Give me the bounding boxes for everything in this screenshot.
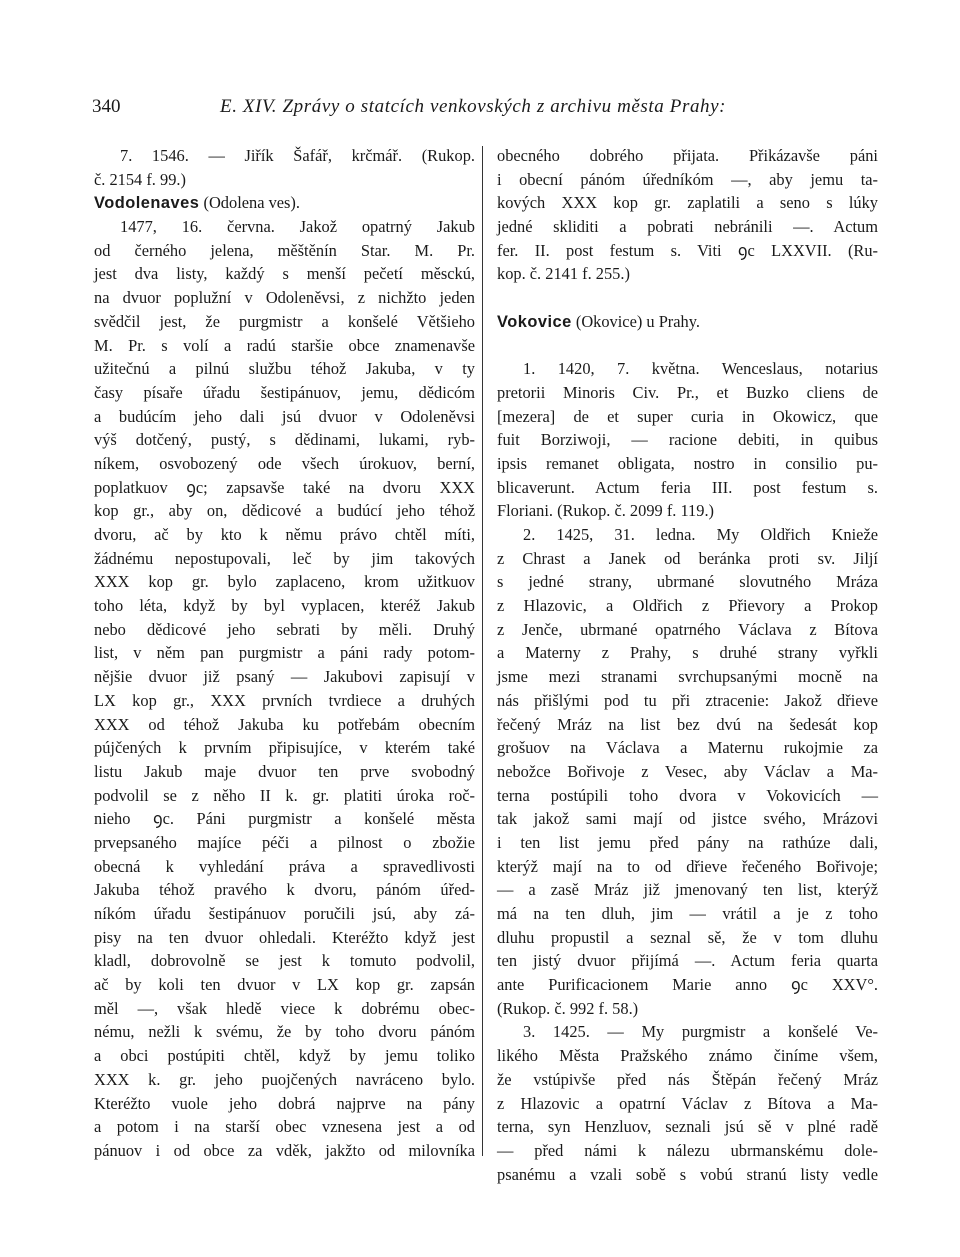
text-line: Kteréžto vuole jeho dobrá najprve na pány [94, 1093, 475, 1113]
text-line: užitečnú a pilnú službu téhož Jakuba, v ty [94, 359, 475, 379]
text-line: [mezera] de et super curia in Okowicz, que [497, 406, 878, 426]
text-line: a potom i na starší obec vznesena jest a od [94, 1117, 475, 1137]
text-line: níkóm úřadu šestipánuov poručili jsú, aby zá- [94, 904, 475, 923]
text-line: na dvuor poplužní v Odoleněvsi, z nichžto jeden [94, 288, 475, 308]
text-line: z Hlazovic a opatrní Václav z Bítova a Ma- [497, 1093, 878, 1113]
text-line: LX kop gr., XXX prvních tvrdiece a druhých [94, 690, 475, 710]
text-line: list, v něm pan purgmistr a páni rady potom- [94, 643, 475, 663]
text-line: nás přišlými pod tu při ztracenie: Jakož dřieve [497, 690, 878, 710]
text-line: výš dotčený, pustý, s dědinami, lukami, ryb- [94, 430, 475, 450]
text-line: svědčil jest, že purgmistr a konšelé Většieho [94, 311, 475, 331]
text-line: terna, syn Henzluov, seznali jsú sě v plné radě [497, 1117, 878, 1137]
text-line: ante Purificacionem Marie anno ꝯc XXV°. [497, 975, 878, 995]
text-line: č. 2154 f. 99.) [94, 169, 186, 189]
text-line: 2. 1425, 31. ledna. My Oldřich Knieže [523, 525, 878, 544]
text-line: nějšie dvuor již psaný — Jakubovi zapisují v [94, 667, 475, 687]
text-line: grošuov na Václava a Maternu rukojmie za [497, 738, 878, 758]
text-line: žádnému nepostupovali, leč by jim takových [94, 548, 475, 568]
text-line: níkem, osvobozený ode všech úrokuov, berní, [94, 453, 475, 473]
text-line: terna postúpili toho dvora v Vokovicích — [497, 785, 878, 805]
text-line: kterýž mají na to od dřieve řečeného Bořivoje; [497, 856, 878, 876]
text-line: fuit Borziwoji, — racione debiti, in quibus [497, 430, 878, 450]
text-line: listu Jakub maje dvuor ten prve svobodný [94, 761, 475, 781]
text-line: kop gr., aby on, dědicové a budúcí jeho téhož [94, 501, 475, 521]
text-line: XXX k. gr. jeho puojčených navráceno bylo. [94, 1069, 475, 1089]
text-line: 1477, 16. června. Jakož opatrný Jakub [120, 217, 475, 237]
text-line: tak jakož sami mají od jistce svého, Mrázovi [497, 809, 878, 829]
text-line: 3. 1425. — My purgmistr a konšelé Ve- [523, 1022, 878, 1042]
text-line: Jakuba téhož pravého k dvoru, pánóm úřed- [94, 880, 475, 900]
right-column [497, 144, 878, 1186]
page-header [92, 96, 882, 126]
text-line: Floriani. (Rukop. č. 2099 f. 119.) [497, 501, 714, 521]
left-column [94, 144, 475, 1163]
text-line: z Hlazovic, a Oldřich z Přievory a Prokop [497, 596, 878, 616]
text-line: (Rukop. č. 992 f. 58.) [497, 998, 639, 1018]
section-heading-place: Vokovice [497, 312, 572, 331]
text-line: 7. 1546. — Jiřík Šafář, krčmář. (Rukop. [120, 146, 475, 165]
text-line [497, 286, 878, 310]
running-title: E. XIV. Zprávy o statcích venkovských z archivu města Prahy: [220, 96, 727, 117]
text-line: kop. č. 2141 f. 255.) [497, 264, 630, 284]
text-line: že vstúpivše před nás Štěpán řečený Mráz [497, 1069, 878, 1089]
text-line: obecného dobrého přijata. Přikázavše páni [497, 146, 878, 165]
section-heading-place: Vodolenaves [94, 194, 200, 213]
text-line: a Materny z Prahy, s druhé strany vyřkli [497, 643, 878, 663]
text-line: jedné skliditi a pobrati nebránili —. Actum [497, 217, 878, 237]
text-line: psanému a vzali sobě s vobú stranú listy vedle [497, 1164, 878, 1184]
section-heading-rest: (Okovice) u Prahy. [571, 311, 700, 331]
text-line: — a zasě Mráz již jmenovaný ten list, kterýž [497, 880, 878, 900]
text-line: i ten list jemu před pány na rathúze dali, [497, 832, 878, 852]
text-line: podvolil se z něho II k. gr. platiti úroka roč- [94, 785, 475, 805]
text-line: pretorii Minoris Civ. Pr., et Buzko cliens de [497, 382, 878, 402]
text-line: XXX kop gr. bylo zaplaceno, krom užitkuov [94, 572, 475, 592]
section-heading [497, 310, 878, 334]
text-line: pánuov i od obce za vděk, jakžto od milovníka [94, 1140, 475, 1160]
text-line: a obci postúpiti chtěl, když by jemu toliko [94, 1046, 475, 1066]
text-line: ač by koli ten dvuor v LX kop gr. zapsán [94, 975, 475, 995]
text-line: má na ten dluh, jim — vrátil a je z toho [497, 904, 878, 923]
text-line: kladl, dobrovolně se jest k tomuto podvolil, [94, 951, 475, 971]
text-line: jest dva listy, každý s menší pečetí měsckú, [94, 264, 475, 284]
text-line: ipsis remanet obligata, nostro in consilio pu- [497, 453, 878, 473]
text-line: nebožce Bořivoje z Vesec, aby Václav a Ma- [497, 761, 878, 781]
section-heading [94, 191, 475, 215]
text-line: dluhu propustil a seznal sě, že v tom dluhu [497, 927, 878, 947]
text-line: dvoru, ač by kto k němu právo chtěl míti, [94, 525, 475, 544]
text-line: ten jistý dvuor přijímá —. Actum feria quarta [497, 951, 878, 971]
text-line: jsme mezi stranami svrchupsanými mocně na [497, 667, 878, 687]
text-line: blicaverunt. Actum feria III. post festum s. [497, 477, 878, 497]
text-line: časy písaře úřadu šestipánuov, jemu, dědicóm [94, 382, 475, 402]
section-heading-rest: (Odolena ves). [199, 193, 300, 213]
text-line: poplatkuov ꝯc; zapsavše také na dvoru XXX [94, 477, 475, 497]
text-line: likého Města Pražského známo činíme všem, [497, 1046, 878, 1066]
text-line: z Chrast a Janek od beránka proti sv. Jiljí [497, 548, 878, 568]
text-line: měl —, však hledě viece k dobrému obec- [94, 998, 475, 1018]
text-line: fer. II. post festum s. Viti ꝯc LXXVII. (Ru- [497, 240, 878, 260]
text-line: XXX od téhož Jakuba ku potřebám obecním [94, 714, 475, 734]
text-line [497, 334, 878, 358]
text-line: kových XXX kop gr. zaplatili a seno s lúky [497, 193, 878, 213]
text-line: 1. 1420, 7. května. Wenceslaus, notarius [523, 359, 878, 379]
text-line: nieho ꝯc. Páni purgmistr a konšelé města [94, 809, 475, 829]
text-line: nému, nežli k svému, že by toho dvoru pánóm [94, 1022, 475, 1042]
text-line: z Jenče, ubrmané opatrného Václava z Bítova [497, 619, 878, 639]
text-line: prvepsaného majíce péči a pilnost o zbožie [94, 832, 475, 852]
text-line: obecná k vyhledání práva a spravedlivosti [94, 856, 475, 876]
text-line: s jedné strany, ubrmané slovutného Mráza [497, 572, 878, 592]
text-line: M. Pr. s volí a radú staršie obce znamenavše [94, 335, 475, 355]
text-line: pújčených k prvním připisujíce, v kterém také [94, 738, 475, 758]
text-line: i obecní pánóm úředníkóm —, aby jemu ta- [497, 169, 878, 189]
text-line: nebo dědicové jeho sebrati by měli. Druhý [94, 619, 475, 639]
text-line: toho léta, když by byl vyplacen, kteréž Jakub [94, 596, 475, 616]
text-line: řečený Mráz na list bez dvú na šedesát kop [497, 714, 878, 734]
page-number: 340 [92, 96, 121, 117]
text-line: od černého jelena, měštěnín Star. M. Pr. [94, 240, 475, 260]
text-line: — před námi k nálezu ubrmanskému dole- [497, 1140, 878, 1160]
column-divider [482, 146, 483, 1156]
text-line: a budúcím jeho dali jsú dvuor v Odoleněvsi [94, 406, 475, 426]
text-line: pisy na ten dvuor ohledali. Kteréžto když jest [94, 927, 475, 947]
